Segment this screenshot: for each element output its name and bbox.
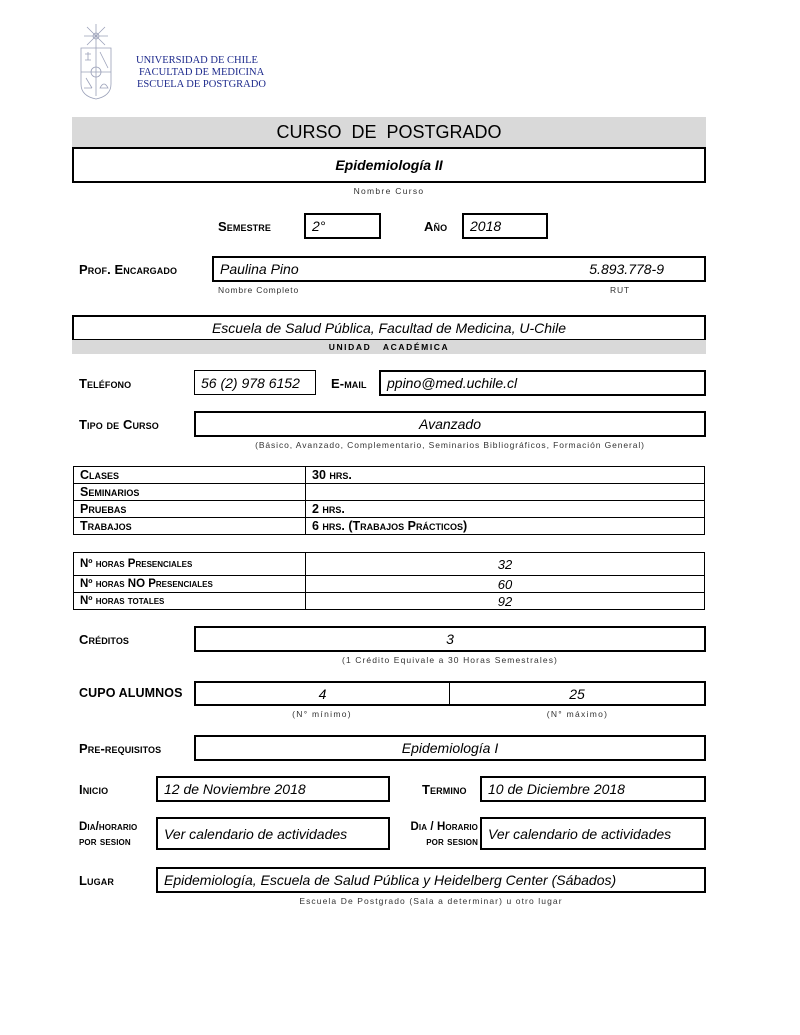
course-name-value: Epidemiología II [335, 157, 443, 173]
academic-unit-field[interactable] [72, 315, 706, 341]
table-row [74, 484, 705, 501]
academic-unit-value: Escuela de Salud Pública, Facultad de Medicina, U-Chile [211, 320, 567, 336]
location-label: Lugar [79, 873, 114, 888]
credits-label: Créditos [79, 632, 130, 647]
table-row [74, 467, 705, 484]
phone-value: 56 (2) 978 6152 [201, 374, 300, 391]
hours-key: Nº horas Presenciales [74, 553, 306, 576]
activities-table [73, 466, 705, 535]
activity-value[interactable]: 6 hrs. (Trabajos Prácticos) [306, 518, 705, 535]
academic-unit-caption: UNIDAD ACADÉMICA [328, 342, 450, 352]
semester-label: Semestre [218, 219, 271, 234]
schedule-left-field[interactable] [156, 817, 390, 850]
start-value: 12 de Noviembre 2018 [164, 781, 306, 797]
end-field[interactable] [480, 776, 706, 802]
schedule-left-label-line1: Dia/horario [79, 821, 138, 833]
location-value: Epidemiología, Escuela de Salud Pública y Heidelberg Center (Sábados) [164, 872, 617, 888]
institution-header [136, 55, 266, 91]
email-field[interactable] [379, 370, 706, 396]
course-type-field[interactable] [194, 411, 706, 437]
course-name-field[interactable] [72, 147, 706, 183]
table-row [74, 553, 705, 576]
year-field[interactable] [462, 213, 548, 239]
academic-unit-caption-bar [72, 340, 706, 354]
professor-rut-caption: RUT [610, 285, 630, 295]
prerequisites-field[interactable] [194, 735, 706, 761]
course-type-value: Avanzado [418, 416, 481, 432]
quota-label: CUPO ALUMNOS [79, 686, 183, 700]
schedule-right-label-line2: por sesion [426, 836, 478, 848]
prerequisites-value: Epidemiología I [401, 740, 499, 756]
end-label: Termino [422, 782, 467, 797]
activity-key: Trabajos [74, 518, 306, 535]
schedule-right-label [394, 820, 478, 850]
credits-value: 3 [446, 631, 454, 647]
quota-min-value: 4 [318, 685, 327, 702]
schedule-left-label [79, 820, 137, 850]
table-row [74, 593, 705, 610]
semester-field[interactable] [304, 213, 381, 239]
course-type-caption: (Básico, Avanzado, Complementario, Seminarios Bibliográficos, Formación General) [255, 440, 645, 450]
course-name-caption: Nombre Curso [353, 186, 425, 196]
credits-field[interactable] [194, 626, 706, 652]
phone-label: Teléfono [79, 376, 132, 391]
prerequisites-label: Pre-requisitos [79, 741, 162, 756]
institution-line-1: UNIVERSIDAD DE CHILE [136, 55, 258, 66]
page-title-text: CURSO DE POSTGRADO [276, 121, 502, 142]
hours-key: Nº horas totales [74, 593, 306, 610]
quota-min-field[interactable] [194, 681, 450, 706]
activity-key: Clases [74, 467, 306, 484]
schedule-right-label-line1: Dia / Horario [410, 821, 478, 833]
page-title [72, 117, 706, 147]
location-field[interactable] [156, 867, 706, 893]
professor-field[interactable] [212, 256, 706, 282]
table-row [74, 518, 705, 535]
professor-name-value: Paulina Pino [220, 261, 299, 277]
end-value: 10 de Diciembre 2018 [488, 781, 625, 797]
professor-name-caption: Nombre Completo [218, 285, 299, 295]
course-type-label: Tipo de Curso [79, 417, 159, 432]
schedule-right-value: Ver calendario de actividades [488, 825, 672, 842]
phone-field[interactable] [194, 370, 316, 395]
table-row [74, 501, 705, 518]
quota-max-caption: (N° máximo) [546, 709, 609, 719]
activity-value[interactable]: 2 hrs. [306, 501, 705, 518]
location-caption: Escuela De Postgrado (Sala a determinar) u otro lugar [299, 896, 563, 906]
start-field[interactable] [156, 776, 390, 802]
schedule-left-value: Ver calendario de actividades [164, 825, 348, 842]
schedule-left-label-line2: por sesion [79, 836, 131, 848]
start-label: Inicio [79, 782, 109, 797]
institution-line-3: ESCUELA DE POSTGRADO [137, 79, 266, 90]
hours-value[interactable]: 32 [306, 553, 705, 576]
institution-line-2: FACULTAD DE MEDICINA [139, 67, 265, 78]
year-label: Año [424, 219, 448, 234]
credits-caption: (1 Crédito Equivale a 30 Horas Semestrales) [342, 655, 558, 665]
professor-rut-value: 5.893.778-9 [589, 261, 664, 277]
activity-value[interactable]: 30 hrs. [306, 467, 705, 484]
hours-table [73, 552, 705, 610]
activity-value[interactable] [306, 484, 705, 501]
table-row [74, 576, 705, 593]
hours-value[interactable]: 92 [306, 593, 705, 610]
year-value: 2018 [470, 218, 502, 234]
hours-value[interactable]: 60 [306, 576, 705, 593]
hours-key: Nº horas NO Presenciales [74, 576, 306, 593]
quota-min-caption: (N° mínimo) [292, 709, 352, 719]
email-label: E-mail [331, 376, 367, 391]
quota-max-field[interactable] [449, 681, 706, 706]
activity-key: Pruebas [74, 501, 306, 518]
activity-key: Seminarios [74, 484, 306, 501]
email-value: ppino@med.uchile.cl [387, 375, 518, 391]
semester-value: 2° [312, 218, 326, 234]
professor-label: Prof. Encargado [79, 262, 178, 277]
schedule-right-field[interactable] [480, 817, 706, 850]
university-crest-icon [76, 22, 116, 100]
quota-max-value: 25 [569, 685, 585, 702]
